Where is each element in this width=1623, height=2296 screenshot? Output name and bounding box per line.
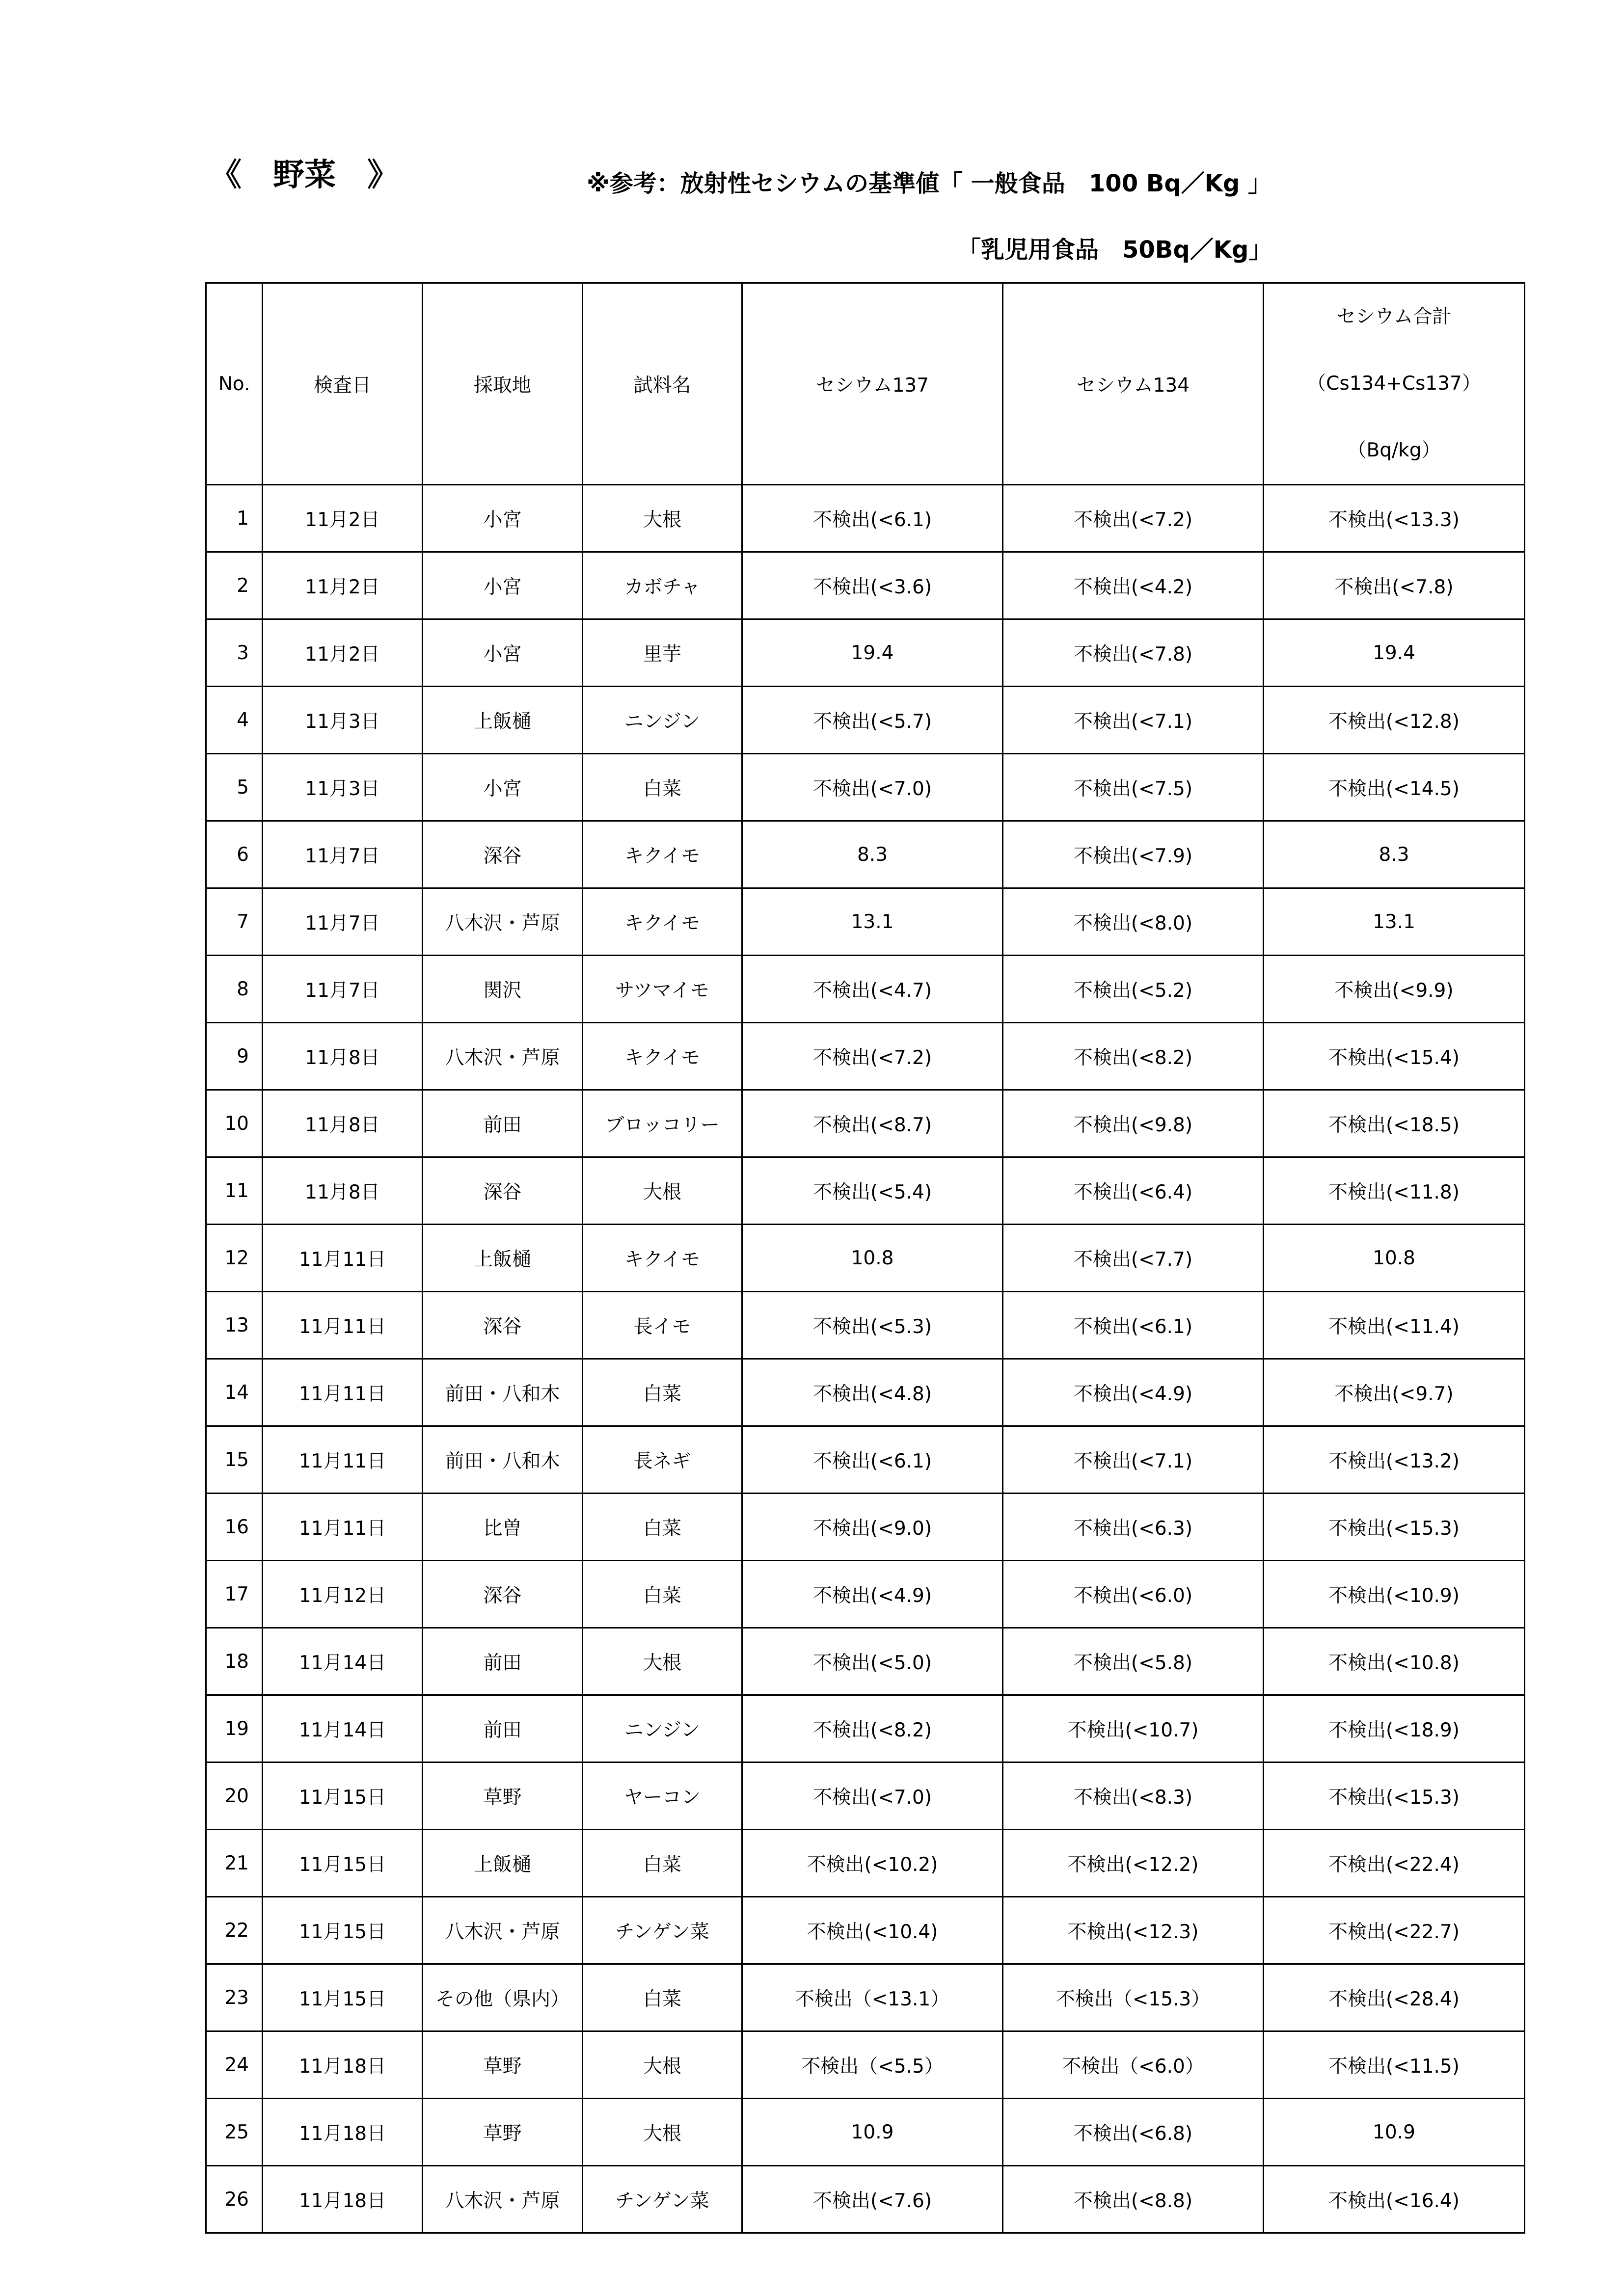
cell-cs134: 不検出(<6.8) (1003, 2099, 1264, 2166)
cell-no: 24 (206, 2031, 263, 2099)
cell-date: 11月11日 (263, 1494, 423, 1561)
cell-total: 不検出(<15.4) (1264, 1023, 1525, 1090)
header-cs134: セシウム134 (1003, 283, 1264, 485)
cell-cs137: 不検出(<3.6) (742, 552, 1003, 619)
cell-total: 不検出(<14.5) (1264, 754, 1525, 821)
cell-cs137: 不検出(<4.9) (742, 1561, 1003, 1628)
cell-total: 不検出(<22.4) (1264, 1830, 1525, 1897)
cell-location: 八木沢・芦原 (423, 1023, 583, 1090)
cell-cs137: 不検出(<7.6) (742, 2166, 1003, 2233)
cell-total: 不検出(<18.9) (1264, 1695, 1525, 1762)
cell-cs137: 不検出(<5.3) (742, 1292, 1003, 1359)
cell-sample: カボチャ (583, 552, 742, 619)
cell-date: 11月15日 (263, 1964, 423, 2031)
table-row (206, 1494, 1525, 1561)
cell-sample: チンゲン菜 (583, 2166, 742, 2233)
cell-cs134: 不検出(<7.1) (1003, 1426, 1264, 1494)
cell-location: 小宮 (423, 552, 583, 619)
cell-cs134: 不検出(<7.2) (1003, 485, 1264, 552)
cell-total: 不検出(<15.3) (1264, 1762, 1525, 1830)
cell-cs137: 8.3 (742, 821, 1003, 888)
cell-sample: ニンジン (583, 1695, 742, 1762)
cell-total: 不検出(<11.8) (1264, 1157, 1525, 1225)
cell-location: 深谷 (423, 1292, 583, 1359)
cell-cs137: 不検出(<6.1) (742, 485, 1003, 552)
cell-sample: キクイモ (583, 888, 742, 956)
table-row (206, 1830, 1525, 1897)
cell-cs134: 不検出(<8.3) (1003, 1762, 1264, 1830)
cell-total: 不検出(<16.4) (1264, 2166, 1525, 2233)
cell-total: 不検出(<10.8) (1264, 1628, 1525, 1695)
cell-location: 前田 (423, 1628, 583, 1695)
cell-date: 11月7日 (263, 956, 423, 1023)
cell-total: 不検出(<15.3) (1264, 1494, 1525, 1561)
page-title: 《 野菜 》 (210, 157, 399, 193)
cell-cs137: 10.9 (742, 2099, 1003, 2166)
cell-date: 11月7日 (263, 888, 423, 956)
cell-sample: チンゲン菜 (583, 1897, 742, 1964)
cell-cs137: 不検出(<6.1) (742, 1426, 1003, 1494)
cell-no: 13 (206, 1292, 263, 1359)
cell-date: 11月15日 (263, 1897, 423, 1964)
cell-cs137: 19.4 (742, 619, 1003, 687)
cell-cs137: 不検出(<8.2) (742, 1695, 1003, 1762)
cell-total: 13.1 (1264, 888, 1525, 956)
cell-cs137: 不検出(<4.8) (742, 1359, 1003, 1426)
cell-sample: サツマイモ (583, 956, 742, 1023)
cell-date: 11月8日 (263, 1023, 423, 1090)
table-row (206, 1090, 1525, 1157)
cell-total: 不検出(<9.7) (1264, 1359, 1525, 1426)
cell-cs134: 不検出（<15.3） (1003, 1964, 1264, 2031)
cell-date: 11月11日 (263, 1359, 423, 1426)
cell-location: 草野 (423, 2099, 583, 2166)
cell-sample: 白菜 (583, 1561, 742, 1628)
cell-location: 八木沢・芦原 (423, 1897, 583, 1964)
table-row (206, 2166, 1525, 2233)
cell-location: 草野 (423, 2031, 583, 2099)
cell-total: 不検出(<11.4) (1264, 1292, 1525, 1359)
cell-sample: 大根 (583, 1157, 742, 1225)
cell-cs137: 不検出(<8.7) (742, 1090, 1003, 1157)
cell-cs137: 不検出(<7.0) (742, 754, 1003, 821)
cell-sample: 白菜 (583, 1964, 742, 2031)
cell-no: 25 (206, 2099, 263, 2166)
cell-cs137: 不検出(<5.0) (742, 1628, 1003, 1695)
cell-date: 11月2日 (263, 619, 423, 687)
cell-sample: 長イモ (583, 1292, 742, 1359)
cell-sample: 大根 (583, 485, 742, 552)
cell-cs134: 不検出(<10.7) (1003, 1695, 1264, 1762)
cell-date: 11月2日 (263, 485, 423, 552)
cell-location: 前田・八和木 (423, 1359, 583, 1426)
cell-date: 11月18日 (263, 2099, 423, 2166)
header-no: No. (206, 283, 263, 485)
table-row (206, 1561, 1525, 1628)
cell-total: 10.9 (1264, 2099, 1525, 2166)
cell-cs134: 不検出（<6.0） (1003, 2031, 1264, 2099)
cell-sample: 長ネギ (583, 1426, 742, 1494)
results-table (205, 282, 1525, 2234)
header-location: 採取地 (423, 283, 583, 485)
cell-no: 26 (206, 2166, 263, 2233)
cell-cs137: 不検出(<5.7) (742, 687, 1003, 754)
table-row (206, 485, 1525, 552)
cell-location: 深谷 (423, 1157, 583, 1225)
cell-no: 5 (206, 754, 263, 821)
table-row (206, 888, 1525, 956)
cell-cs137: 10.8 (742, 1225, 1003, 1292)
cell-location: 比曽 (423, 1494, 583, 1561)
cell-date: 11月2日 (263, 552, 423, 619)
cell-date: 11月15日 (263, 1830, 423, 1897)
cell-no: 18 (206, 1628, 263, 1695)
cell-no: 3 (206, 619, 263, 687)
cell-total: 不検出(<18.5) (1264, 1090, 1525, 1157)
cell-date: 11月12日 (263, 1561, 423, 1628)
cell-no: 1 (206, 485, 263, 552)
cell-cs137: 不検出(<10.2) (742, 1830, 1003, 1897)
cell-total: 不検出(<10.9) (1264, 1561, 1525, 1628)
cell-cs137: 不検出(<7.2) (742, 1023, 1003, 1090)
cell-cs134: 不検出(<8.0) (1003, 888, 1264, 956)
cell-cs137: 不検出(<10.4) (742, 1897, 1003, 1964)
cell-cs134: 不検出(<5.8) (1003, 1628, 1264, 1695)
cell-location: 関沢 (423, 956, 583, 1023)
header-total (1264, 283, 1525, 485)
table-row (206, 1157, 1525, 1225)
table-row (206, 1359, 1525, 1426)
cell-no: 14 (206, 1359, 263, 1426)
header-total-unit: （Bq/kg） (1347, 439, 1441, 461)
cell-no: 7 (206, 888, 263, 956)
cell-location: 小宮 (423, 619, 583, 687)
cell-cs134: 不検出(<8.8) (1003, 2166, 1264, 2233)
cell-no: 22 (206, 1897, 263, 1964)
cell-total: 不検出(<28.4) (1264, 1964, 1525, 2031)
cell-sample: 大根 (583, 2099, 742, 2166)
cell-total: 不検出(<13.3) (1264, 485, 1525, 552)
cell-sample: 白菜 (583, 1830, 742, 1897)
cell-location: 前田 (423, 1695, 583, 1762)
cell-no: 17 (206, 1561, 263, 1628)
cell-location: 上飯樋 (423, 1830, 583, 1897)
cell-sample: ニンジン (583, 687, 742, 754)
cell-location: 小宮 (423, 754, 583, 821)
cell-no: 8 (206, 956, 263, 1023)
cell-date: 11月8日 (263, 1090, 423, 1157)
cell-cs134: 不検出(<7.9) (1003, 821, 1264, 888)
cell-date: 11月11日 (263, 1292, 423, 1359)
cell-no: 16 (206, 1494, 263, 1561)
cell-total: 不検出(<7.8) (1264, 552, 1525, 619)
cell-cs134: 不検出(<12.3) (1003, 1897, 1264, 1964)
table-row (206, 1023, 1525, 1090)
cell-cs134: 不検出(<6.1) (1003, 1292, 1264, 1359)
reference-standard-infant: 「乳児用食品 50Bq／Kg」 (957, 236, 1272, 264)
cell-cs134: 不検出(<12.2) (1003, 1830, 1264, 1897)
cell-cs134: 不検出(<7.7) (1003, 1225, 1264, 1292)
cell-location: 小宮 (423, 485, 583, 552)
header-cs137: セシウム137 (742, 283, 1003, 485)
cell-sample: 大根 (583, 1628, 742, 1695)
table-row (206, 1964, 1525, 2031)
table-row (206, 687, 1525, 754)
cell-no: 6 (206, 821, 263, 888)
cell-cs134: 不検出(<8.2) (1003, 1023, 1264, 1090)
cell-cs134: 不検出(<7.5) (1003, 754, 1264, 821)
cell-date: 11月14日 (263, 1628, 423, 1695)
cell-date: 11月7日 (263, 821, 423, 888)
cell-location: 前田 (423, 1090, 583, 1157)
cell-cs137: 不検出(<7.0) (742, 1762, 1003, 1830)
table-row (206, 821, 1525, 888)
cell-cs137: 13.1 (742, 888, 1003, 956)
table-row (206, 552, 1525, 619)
table-row (206, 1695, 1525, 1762)
header-date: 検査日 (263, 283, 423, 485)
cell-sample: 白菜 (583, 754, 742, 821)
cell-date: 11月3日 (263, 754, 423, 821)
cell-sample: ヤーコン (583, 1762, 742, 1830)
table-row (206, 956, 1525, 1023)
cell-sample: 白菜 (583, 1494, 742, 1561)
cell-sample: 白菜 (583, 1359, 742, 1426)
table-row (206, 2031, 1525, 2099)
cell-sample: ブロッコリー (583, 1090, 742, 1157)
cell-date: 11月11日 (263, 1426, 423, 1494)
table-body (206, 485, 1525, 2233)
cell-total: 不検出(<11.5) (1264, 2031, 1525, 2099)
cell-no: 20 (206, 1762, 263, 1830)
cell-no: 4 (206, 687, 263, 754)
cell-cs134: 不検出(<6.0) (1003, 1561, 1264, 1628)
cell-no: 15 (206, 1426, 263, 1494)
cell-sample: 里芋 (583, 619, 742, 687)
table-row (206, 1762, 1525, 1830)
cell-total: 不検出(<22.7) (1264, 1897, 1525, 1964)
cell-date: 11月18日 (263, 2031, 423, 2099)
table-row (206, 2099, 1525, 2166)
table-row (206, 1897, 1525, 1964)
cell-location: 前田・八和木 (423, 1426, 583, 1494)
cell-cs134: 不検出(<6.3) (1003, 1494, 1264, 1561)
cell-no: 2 (206, 552, 263, 619)
cell-location: 草野 (423, 1762, 583, 1830)
cell-cs134: 不検出(<7.1) (1003, 687, 1264, 754)
cell-no: 10 (206, 1090, 263, 1157)
cell-location: 上飯樋 (423, 687, 583, 754)
cell-date: 11月3日 (263, 687, 423, 754)
cell-location: 上飯樋 (423, 1225, 583, 1292)
cell-total: 19.4 (1264, 619, 1525, 687)
cell-date: 11月15日 (263, 1762, 423, 1830)
cell-no: 12 (206, 1225, 263, 1292)
cell-total: 不検出(<9.9) (1264, 956, 1525, 1023)
cell-date: 11月8日 (263, 1157, 423, 1225)
cell-cs134: 不検出(<4.2) (1003, 552, 1264, 619)
reference-standard-general: ※参考：放射性セシウムの基準値「 一般食品 100 Bq／Kg 」 (587, 170, 1272, 197)
cell-location: 八木沢・芦原 (423, 888, 583, 956)
cell-cs134: 不検出(<5.2) (1003, 956, 1264, 1023)
table-row (206, 754, 1525, 821)
cell-total: 8.3 (1264, 821, 1525, 888)
cell-total: 不検出(<12.8) (1264, 687, 1525, 754)
cell-cs134: 不検出(<9.8) (1003, 1090, 1264, 1157)
cell-location: 深谷 (423, 821, 583, 888)
header-total-formula: （Cs134+Cs137） (1307, 373, 1481, 395)
cell-date: 11月11日 (263, 1225, 423, 1292)
header-row (206, 283, 1525, 485)
cell-total: 不検出(<13.2) (1264, 1426, 1525, 1494)
header-total-title: セシウム合計 (1336, 306, 1452, 328)
cell-sample: キクイモ (583, 1225, 742, 1292)
table-row (206, 1292, 1525, 1359)
table-row (206, 1225, 1525, 1292)
cell-sample: キクイモ (583, 821, 742, 888)
cell-date: 11月14日 (263, 1695, 423, 1762)
cell-cs134: 不検出(<4.9) (1003, 1359, 1264, 1426)
cell-location: 八木沢・芦原 (423, 2166, 583, 2233)
cell-location: その他（県内） (423, 1964, 583, 2031)
cell-total: 10.8 (1264, 1225, 1525, 1292)
cell-cs137: 不検出(<9.0) (742, 1494, 1003, 1561)
cell-cs137: 不検出(<4.7) (742, 956, 1003, 1023)
table-row (206, 619, 1525, 687)
cell-no: 21 (206, 1830, 263, 1897)
cell-cs134: 不検出(<6.4) (1003, 1157, 1264, 1225)
cell-no: 9 (206, 1023, 263, 1090)
cell-no: 23 (206, 1964, 263, 2031)
cell-cs137: 不検出（<5.5） (742, 2031, 1003, 2099)
cell-cs137: 不検出(<5.4) (742, 1157, 1003, 1225)
table-row (206, 1628, 1525, 1695)
cell-location: 深谷 (423, 1561, 583, 1628)
cell-sample: 大根 (583, 2031, 742, 2099)
table-row (206, 1426, 1525, 1494)
header-sample: 試料名 (583, 283, 742, 485)
cell-cs134: 不検出(<7.8) (1003, 619, 1264, 687)
cell-no: 11 (206, 1157, 263, 1225)
cell-cs137: 不検出（<13.1） (742, 1964, 1003, 2031)
cell-date: 11月18日 (263, 2166, 423, 2233)
cell-no: 19 (206, 1695, 263, 1762)
cell-sample: キクイモ (583, 1023, 742, 1090)
